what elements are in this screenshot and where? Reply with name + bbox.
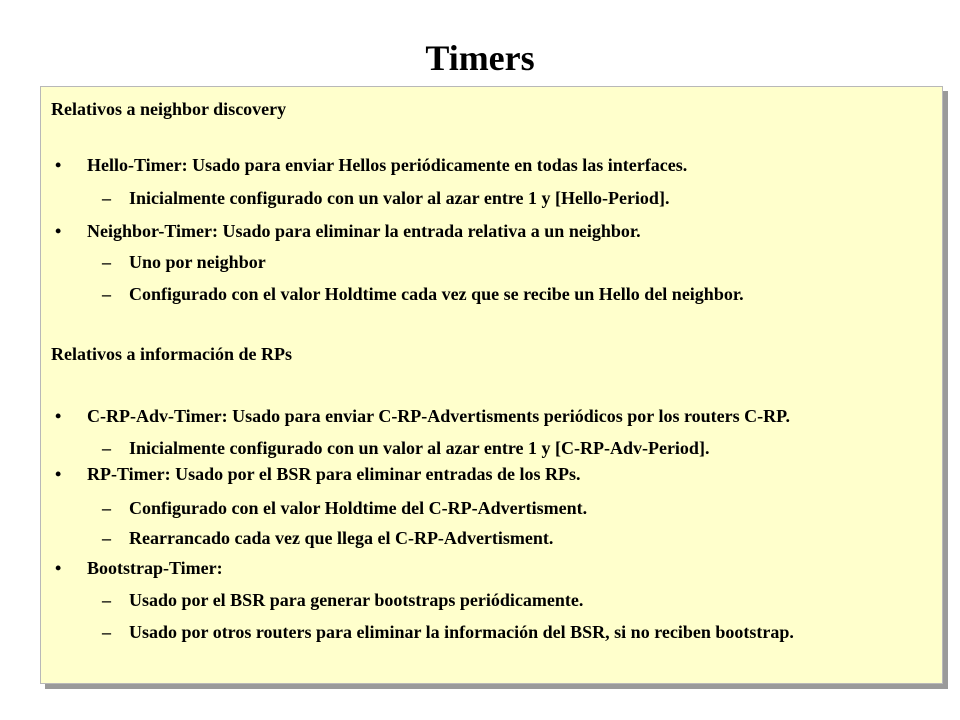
subitem-neighbor-timer-one: Uno por neighbor [129,252,266,272]
slide-title: Timers [425,38,535,78]
subitem-neighbor-timer-holdtime: Configurado con el valor Holdtime cada vez que se recibe un Hello del neighbor. [129,284,744,304]
bullet-icon: • [55,406,62,426]
bullet-icon: • [55,464,62,484]
subitem-c-rp-adv-timer-init: Inicialmente configurado con un valor al azar entre 1 y [C-RP-Adv-Period]. [129,438,710,458]
dash-icon: – [102,252,111,272]
content-box [40,86,943,684]
dash-icon: – [102,622,111,642]
dash-icon: – [102,528,111,548]
dash-icon: – [102,284,111,304]
subitem-rp-timer-holdtime: Configurado con el valor Holdtime del C-RP-Advertisment. [129,498,588,518]
section-heading-rp-info: Relativos a información de RPs [51,344,292,364]
section-heading-neighbor-discovery: Relativos a neighbor discovery [51,99,287,119]
subitem-bootstrap-timer-bsr: Usado por el BSR para generar bootstraps periódicamente. [129,590,584,610]
dash-icon: – [102,498,111,518]
bullet-neighbor-timer: Neighbor-Timer: Usado para eliminar la entrada relativa a un neighbor. [87,221,641,241]
bullet-icon: • [55,558,62,578]
dash-icon: – [102,438,111,458]
subitem-rp-timer-restart: Rearrancado cada vez que llega el C-RP-Advertisment. [129,528,554,548]
bullet-icon: • [55,155,62,175]
bullet-rp-timer: RP-Timer: Usado por el BSR para eliminar entradas de los RPs. [87,464,581,484]
dash-icon: – [102,590,111,610]
bullet-bootstrap-timer: Bootstrap-Timer: [87,558,223,578]
subitem-bootstrap-timer-routers: Usado por otros routers para eliminar la información del BSR, si no reciben bootstrap. [129,622,794,642]
bullet-icon: • [55,221,62,241]
subitem-hello-timer-init: Inicialmente configurado con un valor al azar entre 1 y [Hello-Period]. [129,188,670,208]
dash-icon: – [102,188,111,208]
bullet-c-rp-adv-timer: C-RP-Adv-Timer: Usado para enviar C-RP-Advertisments periódicos por los routers C-RP. [87,406,790,426]
bullet-hello-timer: Hello-Timer: Usado para enviar Hellos periódicamente en todas las interfaces. [87,155,688,175]
